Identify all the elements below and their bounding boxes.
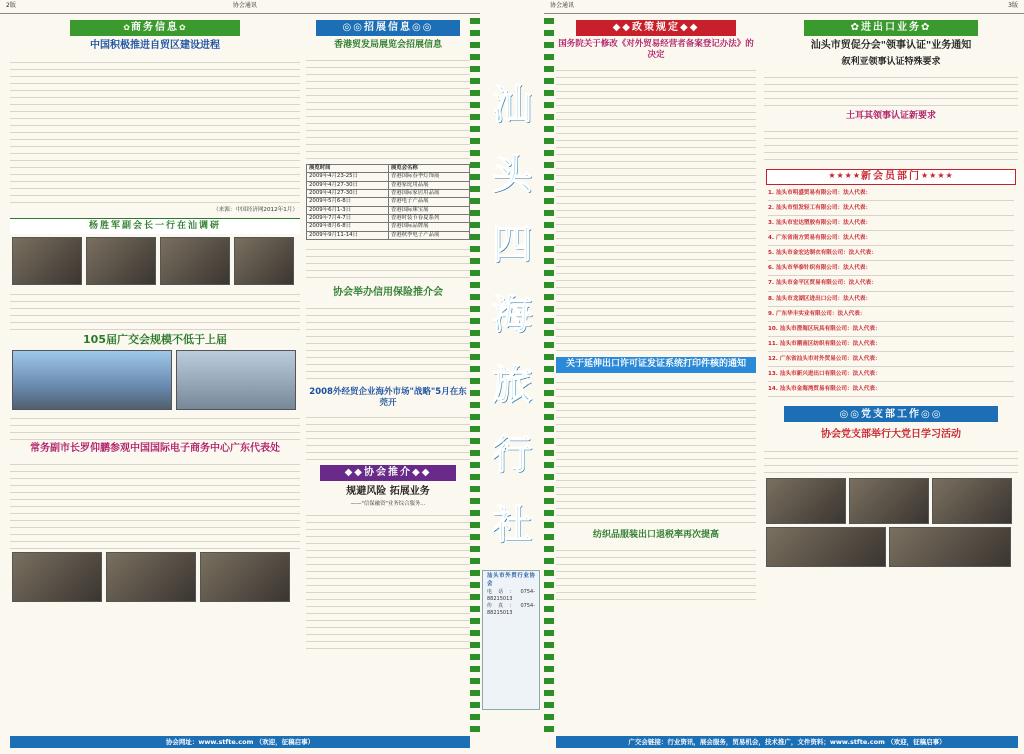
left-right-column <box>306 18 470 732</box>
schedule-cell: 香港时装节春夏系列 <box>388 214 469 222</box>
contact-label: 汕头市外贸行业协会 <box>487 573 535 587</box>
schedule-cell: 展览时间 <box>307 165 389 173</box>
schedule-row <box>307 173 470 181</box>
member-detail-line <box>768 303 1014 310</box>
article-14-body <box>764 125 1018 165</box>
member-entry: 11. 汕头市潮南区纺织有限公司：法人代表： <box>768 340 881 347</box>
exhibition-schedule-table <box>306 164 470 240</box>
schedule-cell: 香港国际春季灯饰展 <box>388 173 469 181</box>
masthead-char-1: 汕 <box>492 82 532 128</box>
schedule-cell: 香港家庭用品展 <box>388 181 469 189</box>
member-detail-line <box>768 257 1014 264</box>
article-15-headline: 协会党支部举行大党日学习活动 <box>821 429 961 441</box>
article-5-body <box>306 54 470 164</box>
schedule-cell: 2009年4月23-25日 <box>307 173 389 181</box>
right-footer-text: 广交会链接：行业资讯，展会服务，贸易机会，技术推广，文件资料；www.stfte.com （欢迎，征稿启事） <box>628 737 946 746</box>
left-decor-strip <box>470 18 480 732</box>
schedule-cell: 2009年6月1-3日 <box>307 206 389 214</box>
member-entry: 6. 汕头市华泰针织有限公司：法人代表： <box>768 265 872 272</box>
schedule-row <box>307 231 470 239</box>
visit-photo-1 <box>12 552 102 602</box>
article-3-body <box>10 412 300 440</box>
schedule-row <box>307 165 470 173</box>
masthead-vertical-title <box>480 70 544 560</box>
member-entry: 3. 汕头市宏达塑胶有限公司：法人代表： <box>768 220 872 226</box>
schedule-cell: 香港国际家居用品展 <box>388 190 469 198</box>
visit-photo-2 <box>106 552 196 602</box>
party-photo-2 <box>849 478 929 524</box>
left-footer-text: 协会网址：www.stfte.com （欢迎，征稿启事） <box>165 737 315 746</box>
article-5-footer <box>306 243 470 283</box>
member-entry: 8. 汕头市龙湖区进出口公司：法人代表： <box>768 295 872 302</box>
member-entry: 4. 广东省南方贸易有限公司：法人代表： <box>768 235 872 242</box>
party-photo-1 <box>766 478 846 524</box>
visit-photo-3 <box>200 552 290 602</box>
article-5-headline: 香港贸发局展览会招展信息 <box>333 40 442 50</box>
article-14-headline: 土耳其领事认证新要求 <box>845 110 936 121</box>
right-decor-strip <box>544 18 554 732</box>
recruit-section-bar: ◎◎ 招展信息 ◎◎ <box>316 20 460 36</box>
left-column <box>10 18 300 732</box>
member-detail-line <box>768 363 1014 370</box>
right-page-title: 协会通讯 <box>550 2 575 10</box>
member-entry: 10. 汕头市澄海区玩具有限公司：法人代表： <box>768 325 881 332</box>
contact-fax: 传真：0754-88215013 <box>487 603 535 617</box>
party-photo-5 <box>889 527 1011 567</box>
left-page <box>10 18 470 732</box>
article-1-body <box>10 56 300 206</box>
member-entry: 5. 汕头市金宏达制衣有限公司：法人代表： <box>768 250 877 257</box>
schedule-cell: 香港国际品牌展 <box>388 223 469 231</box>
article-15-body <box>764 445 1018 475</box>
member-detail-line <box>768 212 1014 219</box>
article-6-headline: 协会举办信用保险推介会 <box>333 286 443 298</box>
right-page-header <box>544 0 1024 14</box>
party-section-bar: ◎◎ 党支部工作 ◎◎ <box>784 406 998 422</box>
article-10-body <box>556 376 756 526</box>
schedule-row <box>307 223 470 231</box>
schedule-cell: 2009年7月4-7日 <box>307 214 389 222</box>
article-8-headline: 规避风险 拓展业务 <box>346 485 430 497</box>
schedule-cell: 香港秋季电子产品展 <box>388 231 469 239</box>
article-8-sub: ——"信保融资"业务综合服务... <box>350 501 426 508</box>
article-1-headline: 中国积极推进自贸区建设进程 <box>90 40 220 51</box>
article-10-headline: 关于延伸出口许可证发证系统打印件核的通知 <box>556 357 756 373</box>
schedule-row <box>307 214 470 222</box>
meeting-photo-1 <box>12 237 82 285</box>
right-page-number: 3版 <box>1008 2 1018 10</box>
member-detail-line <box>768 288 1014 295</box>
party-photo-4 <box>766 527 886 567</box>
schedule-cell: 香港电子产品展 <box>388 198 469 206</box>
schedule-cell: 2009年4月27-30日 <box>307 181 389 189</box>
intro-section-bar: ◆◆ 协会推介 ◆◆ <box>320 465 456 481</box>
right-page <box>556 18 1018 732</box>
schedule-cell: 2009年8月6-8日 <box>307 223 389 231</box>
member-entry: 1. 汕头市明盛贸易有限公司：法人代表： <box>768 189 872 196</box>
member-entry: 2. 汕头市恒发轻工有限公司：法人代表： <box>768 204 872 211</box>
article-13-headline: 叙利亚领事认证特殊要求 <box>841 56 941 67</box>
left-page-header <box>0 0 480 14</box>
article-8-body <box>306 509 470 649</box>
meeting-photo-2 <box>86 237 156 285</box>
new-members-list <box>764 189 1018 401</box>
member-entry: 9. 广东华丰实业有限公司：法人代表： <box>768 310 866 317</box>
left-page-title: 协会通讯 <box>232 2 257 10</box>
member-detail-line <box>768 378 1014 385</box>
new-members-section-bar: ★★★★ 新会员部门 ★★★★ <box>766 169 1016 185</box>
left-footer-bar <box>10 736 470 748</box>
schedule-cell: 香港国际珠宝展 <box>388 206 469 214</box>
schedule-cell: 2009年4月27-30日 <box>307 190 389 198</box>
member-detail-line <box>768 242 1014 249</box>
masthead-char-5: 旅 <box>492 362 532 408</box>
business-section-bar: ✿ 商务信息 ✿ <box>70 20 240 36</box>
canton-fair-photo <box>12 350 172 410</box>
member-entry: 13. 汕头市新兴进出口有限公司：法人代表： <box>768 371 881 378</box>
contact-phone: 电话：0754-88215013 <box>487 588 535 602</box>
article-11-headline: 纺织品服装出口退税率再次提高 <box>592 529 719 540</box>
article-7-body <box>306 411 470 461</box>
article-2-body <box>10 288 300 330</box>
contact-box <box>482 570 540 710</box>
member-entry: 12. 广东省汕头市对外贸易公司：法人代表： <box>768 355 881 362</box>
schedule-cell: 2009年9月11-14日 <box>307 231 389 239</box>
article-12-headline: 汕头市贸促分会"领事认证"业务通知 <box>810 40 972 51</box>
left-page-number: 2版 <box>6 2 16 10</box>
meeting-photo-3 <box>160 237 230 285</box>
article-1-source: （来源：中国经济网2012年1月） <box>213 206 298 213</box>
member-detail-line <box>768 197 1014 204</box>
schedule-row <box>307 198 470 206</box>
article-13-body <box>764 71 1018 107</box>
member-entry: 7. 汕头市金平区贸易有限公司：法人代表： <box>768 280 877 287</box>
schedule-row <box>307 181 470 189</box>
member-detail-line <box>768 333 1014 340</box>
article-3-headline: 105届广交会规模不低于上届 <box>83 332 227 346</box>
masthead-char-3: 四 <box>492 222 532 268</box>
schedule-cell: 2009年5月6-8日 <box>307 198 389 206</box>
policy-section-bar: ◆◆ 政策规定 ◆◆ <box>576 20 736 36</box>
meeting-photo-4 <box>234 237 294 285</box>
member-entry: 14. 汕头市金海湾贸易有限公司：法人代表： <box>768 386 881 393</box>
masthead-char-7: 社 <box>492 502 532 548</box>
member-detail-line <box>768 227 1014 234</box>
article-6-body <box>306 302 470 384</box>
article-4-headline: 常务副市长罗仰鹏参观中国国际电子商务中心广东代表处 <box>30 443 280 455</box>
article-4-body <box>10 458 300 550</box>
right-footer-bar <box>556 736 1018 748</box>
schedule-cell: 展览会名称 <box>388 165 469 173</box>
article-2-headline: 杨胜军副会长一行在汕调研 <box>10 218 300 234</box>
party-photo-3 <box>932 478 1012 524</box>
schedule-row <box>307 206 470 214</box>
schedule-row <box>307 190 470 198</box>
masthead-char-6: 行 <box>492 432 532 478</box>
article-9-body <box>556 64 756 354</box>
expo-building-photo <box>176 350 296 410</box>
article-7-headline: 2008外经贸企业海外市场"战略"5月在东莞开 <box>309 387 467 408</box>
member-detail-line <box>768 272 1014 279</box>
article-11-body <box>556 544 756 604</box>
member-detail-line <box>768 318 1014 325</box>
right-right-column <box>764 18 1018 732</box>
article-9-headline: 国务院关于修改《对外贸易经营者备案登记办法》的决定 <box>558 39 754 61</box>
masthead-char-4: 海 <box>492 292 532 338</box>
import-export-section-bar: ✿ 进出口业务 ✿ <box>804 20 978 36</box>
member-detail-line <box>768 393 1014 400</box>
masthead-char-2: 头 <box>492 152 532 198</box>
member-detail-line <box>768 348 1014 355</box>
right-left-column <box>556 18 756 732</box>
